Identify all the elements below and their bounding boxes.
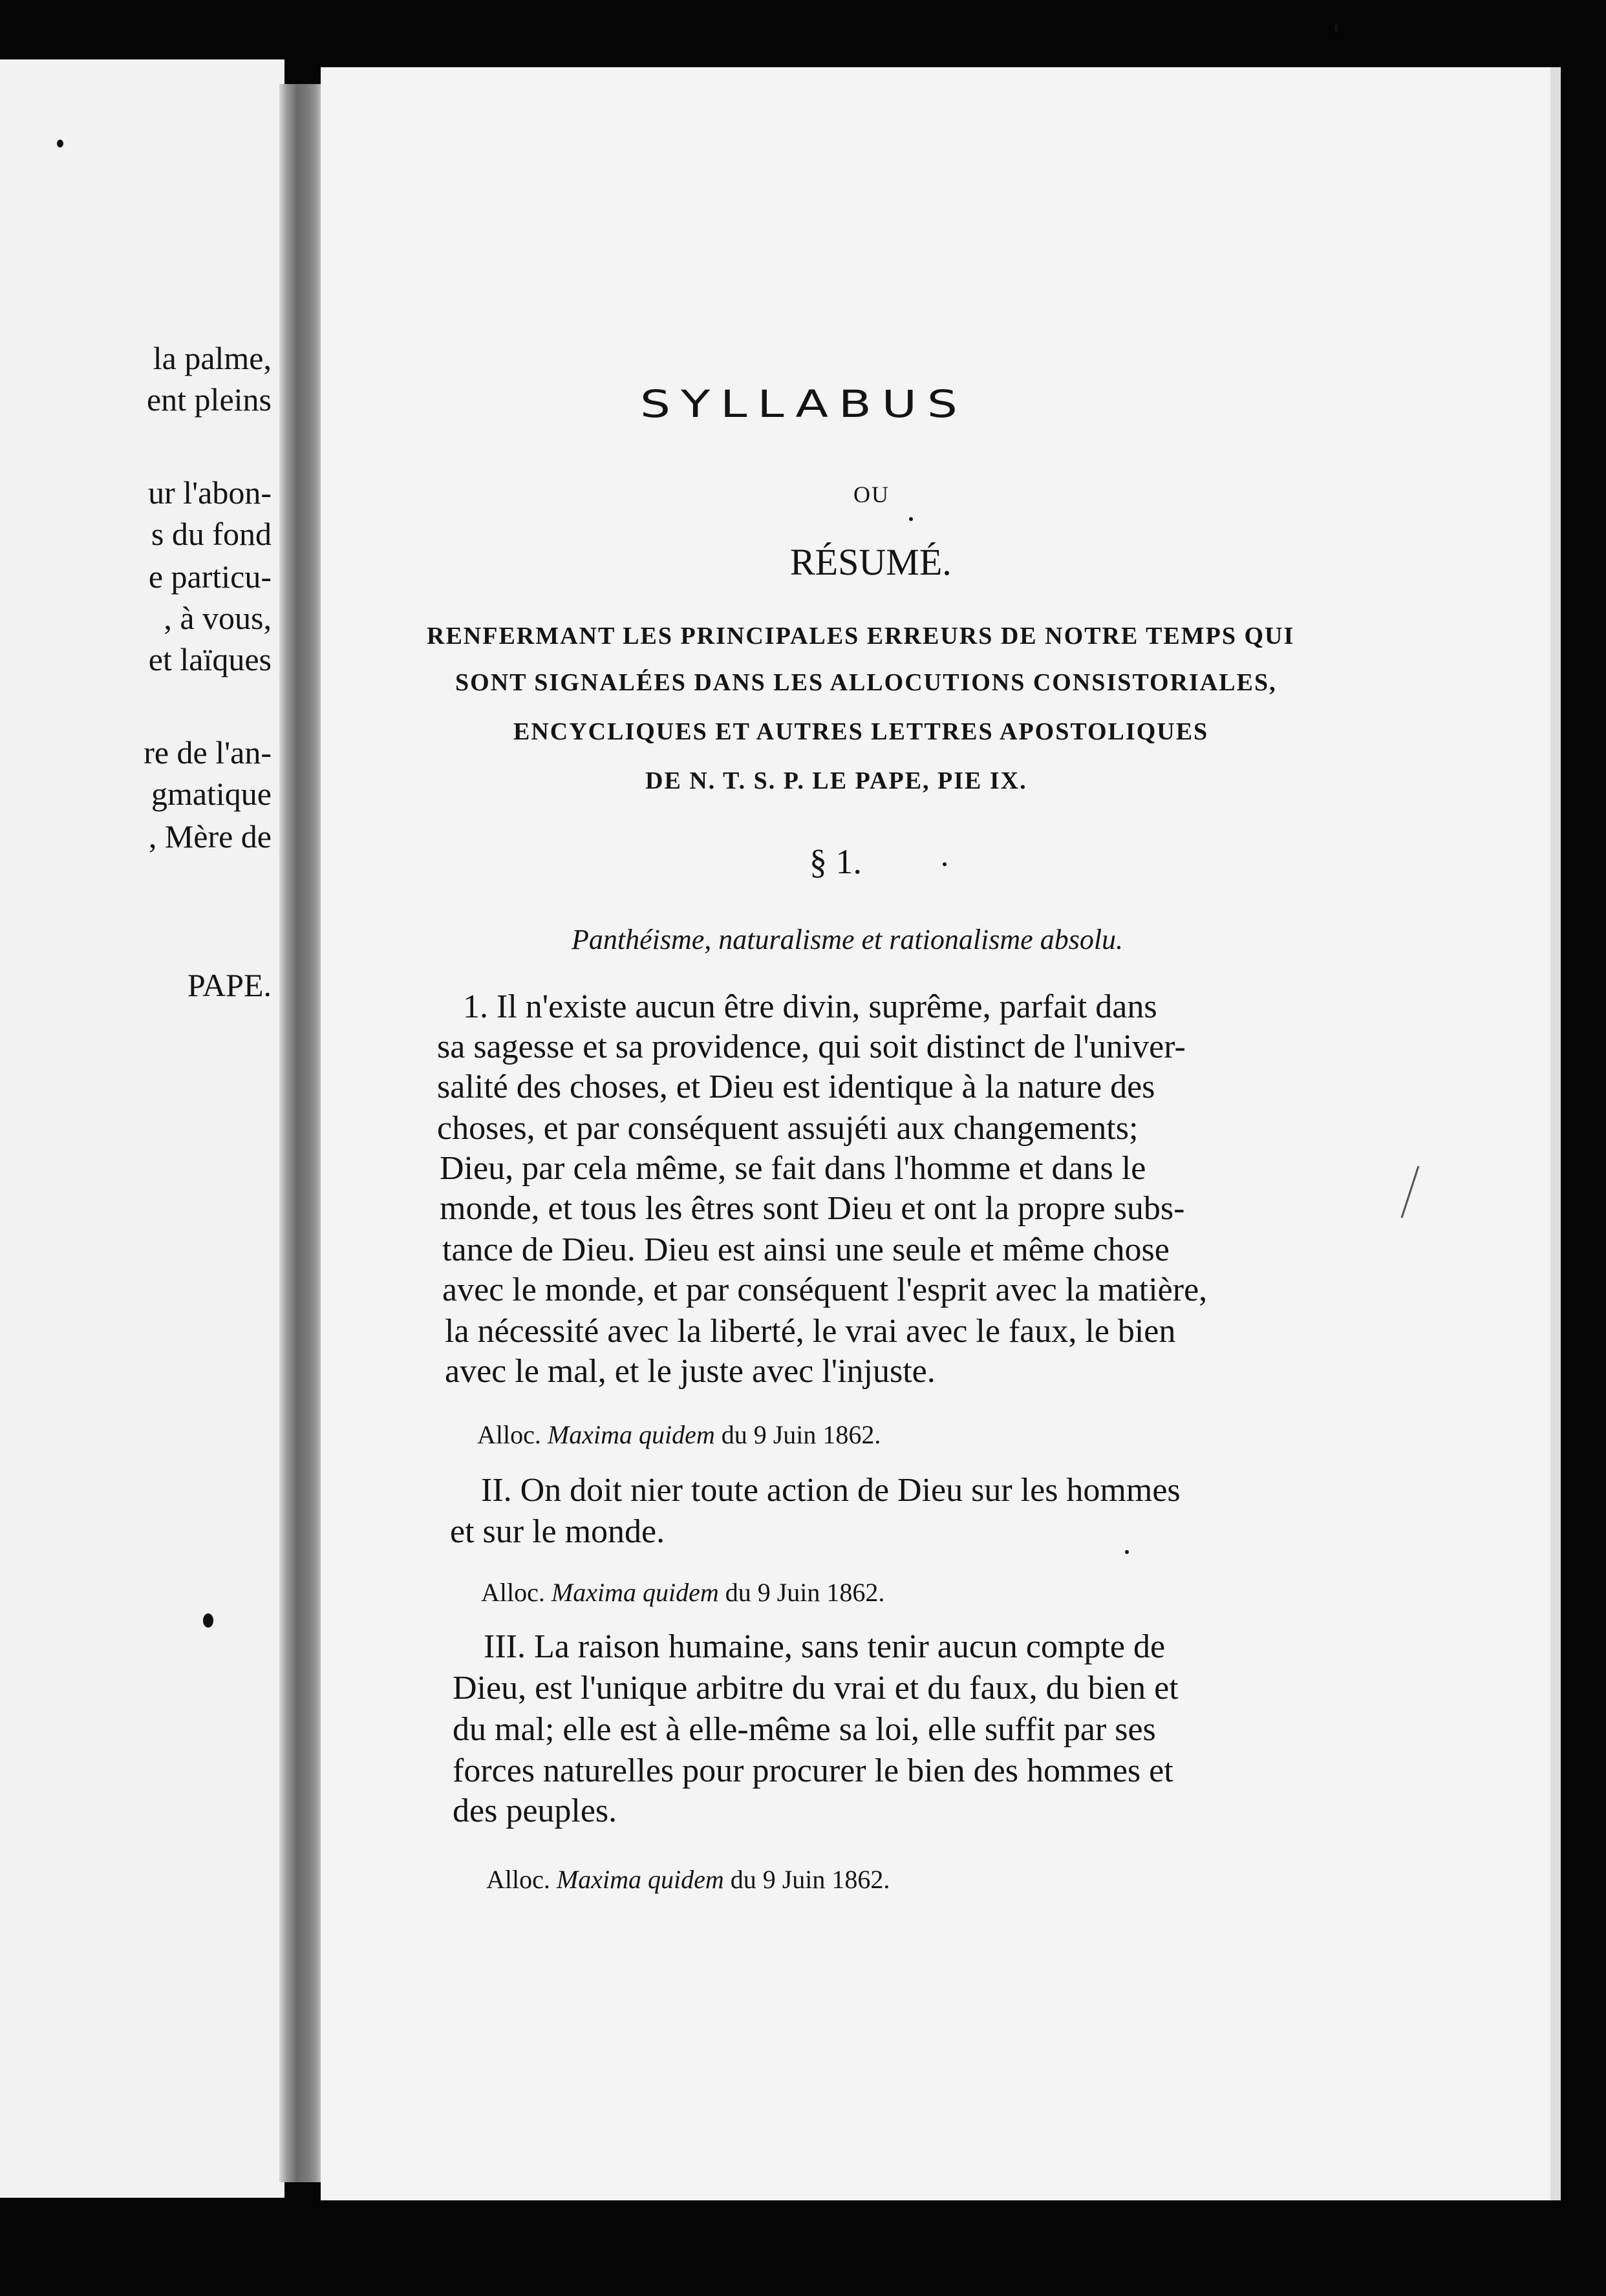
page-edge [1550,67,1561,2200]
left-fragment: gmatique [151,776,272,812]
text-line: II. On doit nier toute action de Dieu sur les hommes [481,1472,1181,1509]
description-line: RENFERMANT LES PRINCIPALES ERREURS DE NOTRE TEMPS QUI [427,622,1295,650]
speck [203,1613,213,1628]
pencil-mark [1397,1164,1422,1222]
text-line: la nécessité avec la liberté, le vrai avec le faux, le bien [445,1313,1176,1350]
section-title: Panthéisme, naturalisme et rationalisme absolu. [572,924,1124,955]
book-gutter [279,84,323,2182]
text-line: sa sagesse et sa providence, qui soit distinct de l'univer- [437,1028,1186,1065]
citation-title: Maxima quidem [551,1578,719,1607]
text-line: avec le mal, et le juste avec l'injuste. [445,1353,936,1390]
citation-prefix: Alloc. [481,1578,545,1607]
text-line: monde, et tous les êtres sont Dieu et ont la propre subs- [440,1190,1185,1227]
citation-date: du 9 Juin 1862. [721,1420,881,1449]
left-fragment: ur l'abon- [148,474,272,511]
citation [486,1864,890,1895]
left-facing-page [0,59,284,2198]
left-fragment: , à vous, [164,600,272,636]
left-fragment: re de l'an- [144,734,272,771]
text-line: tance de Dieu. Dieu est ainsi une seule et même chose [442,1231,1170,1268]
left-fragment: , Mère de [148,818,272,855]
text-line: des peuples. [453,1792,617,1829]
citation-date: du 9 Juin 1862. [725,1578,885,1607]
left-fragment: PAPE. [187,967,272,1003]
speck [57,140,63,147]
text-line: III. La raison humaine, sans tenir aucun compte de [484,1628,1166,1665]
section-number: § 1. [809,842,862,881]
text-line: choses, et par conséquent assujéti aux changements; [437,1110,1139,1147]
speck [1334,23,1338,32]
subtitle: RÉSUMÉ. [790,541,952,583]
left-fragment: ent pleins [146,381,272,418]
text-line: 1. Il n'existe aucun être divin, suprême, parfait dans [463,988,1157,1025]
description-line: ENCYCLIQUES ET AUTRES LETTRES APOSTOLIQUES [513,718,1209,745]
description-line: DE N. T. S. P. LE PAPE, PIE IX. [645,767,1027,794]
citation-prefix: Alloc. [477,1420,541,1449]
speck [909,517,913,521]
page-title: SYLLABUS [640,383,968,427]
text-line: et sur le monde. [450,1513,665,1550]
citation-prefix: Alloc. [486,1865,550,1894]
citation-title: Maxima quidem [547,1420,715,1449]
citation [481,1577,884,1608]
text-line: forces naturelles pour procurer le bien des hommes et [453,1752,1173,1789]
left-fragment: e particu- [148,558,272,595]
text-line: avec le monde, et par conséquent l'esprit avec la matière, [442,1271,1208,1308]
citation-title: Maxima quidem [556,1865,724,1894]
left-fragment: la palme, [153,340,272,376]
text-line: salité des choses, et Dieu est identique à la nature des [437,1068,1155,1105]
speck [1125,1550,1129,1554]
left-fragment: s du fond [151,516,272,552]
text-line: du mal; elle est à elle-même sa loi, elle suffit par ses [453,1711,1156,1748]
conjunction: OU [853,482,890,507]
citation-date: du 9 Juin 1862. [730,1865,890,1894]
text-line: Dieu, est l'unique arbitre du vrai et du faux, du bien et [453,1670,1179,1706]
description-line: SONT SIGNALÉES DANS LES ALLOCUTIONS CONSISTORIALES, [455,669,1277,696]
text-line: Dieu, par cela même, se fait dans l'homme et dans le [440,1150,1146,1187]
citation [477,1419,881,1450]
left-fragment: et laïques [148,641,272,677]
speck [943,862,947,866]
